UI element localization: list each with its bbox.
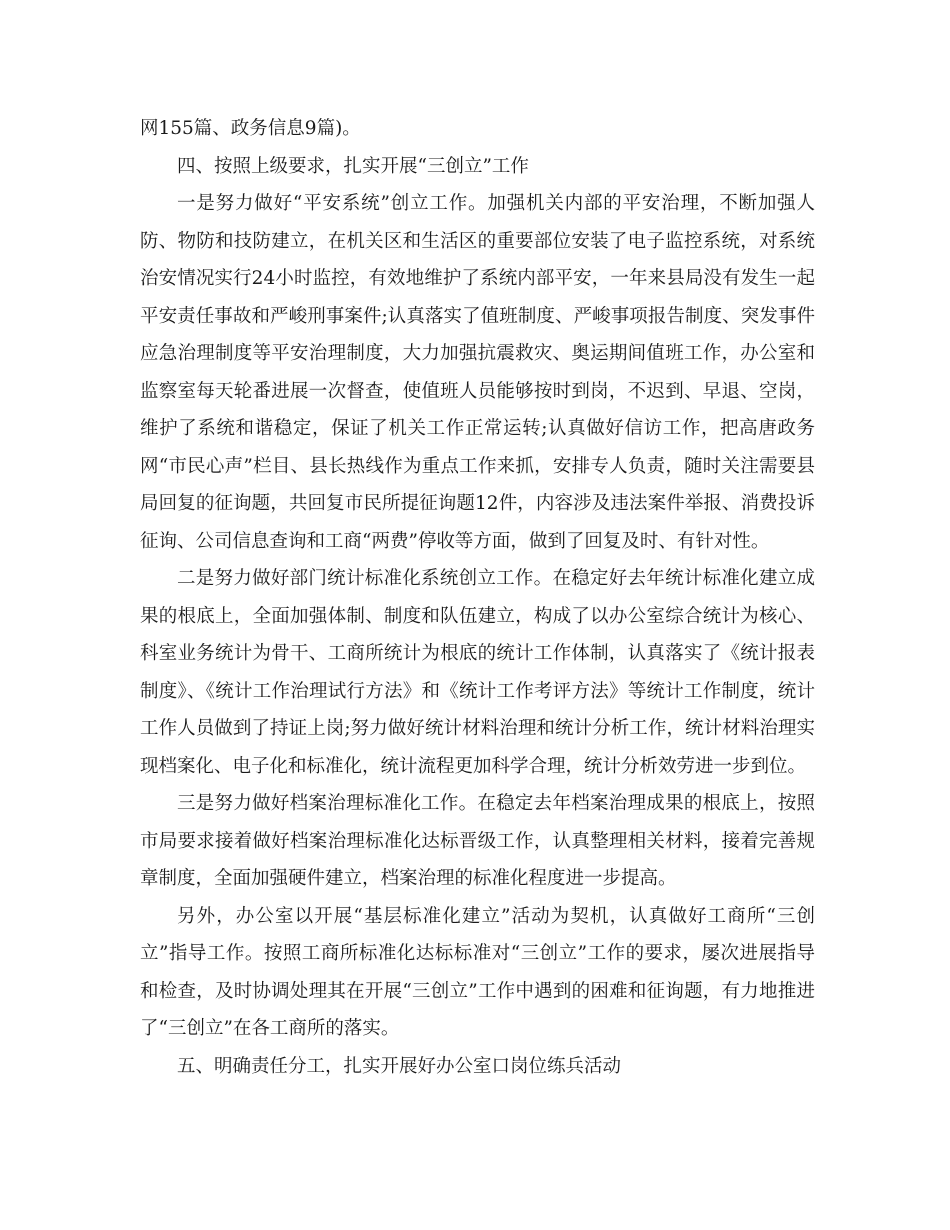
section-heading-five: 五、明确责任分工，扎实开展好办公室口岗位练兵活动 [177,1055,622,1077]
paragraph-archives-standardization: 三是努力做好档案治理标准化工作。在稳定去年档案治理成果的根底上，按照市局要求接着做好档案治理标准化达标晋级工作，认真整理相关材料，接着完善规章制度，全面加强硬件建立，档案治理的标准化程度进一步提高。 [140,793,815,889]
paragraph-safety-system: 一是努力做好“平安系统”创立工作。加强机关内部的平安治理，不断加强人防、物防和技防建立，在机关区和生活区的重要部位安装了电子监控系统，对系统治安情况实行24小时监控，有效地维护了系统内部平安，一年来县局没有发生一起平安责任事故和严峻刑事案件;认真落实了值班制度、严峻事项报告制度、突发事件应急治理制度等平安治理制度，大力加强抗震救灾、奥运期间值班工作，办公室和监察室每天轮番进展一次督查，使值班人员能够按时到岗，不迟到、早退、空岗，维护了系统和谐稳定，保证了机关工作正常运转;认真做好信访工作，把高唐政务网“市民心声”栏目、县长热线作为重点工作来抓，安排专人负责，随时关注需要县局回复的征询题，共回复市民所提征询题12件，内容涉及违法案件举报、消费投诉征询、公司信息查询和工商“两费”停收等方面，做到了回复及时、有针对性。 [140,193,815,552]
paragraph-additional: 另外，办公室以开展“基层标准化建立”活动为契机，认真做好工商所“三创立”指导工作。按照工商所标准化达标标准对“三创立”工作的要求，屡次进展指导和检查，及时协调处理其在开展“三创立”工作中遇到的困难和征询题，有力地推进了“三创立”在各工商所的落实。 [140,905,815,1039]
paragraph-continuation: 网155篇、政务信息9篇)。 [140,118,361,139]
paragraph-statistics-standardization: 二是努力做好部门统计标准化系统创立工作。在稳定好去年统计标准化建立成果的根底上，全面加强体制、制度和队伍建立，构成了以办公室综合统计为核心、科室业务统计为骨干、工商所统计为根底的统计工作体制，认真落实了《统计报表制度》、《统计工作治理试行方法》和《统计工作考评方法》等统计工作制度，统计工作人员做到了持证上岗;努力做好统计材料治理和统计分析工作，统计材料治理实现档案化、电子化和标准化，统计流程更加科学合理，统计分析效劳进一步到位。 [140,568,815,777]
document-body [140,110,815,1085]
section-heading-four: 四、按照上级要求，扎实开展“三创立”工作 [177,155,529,177]
